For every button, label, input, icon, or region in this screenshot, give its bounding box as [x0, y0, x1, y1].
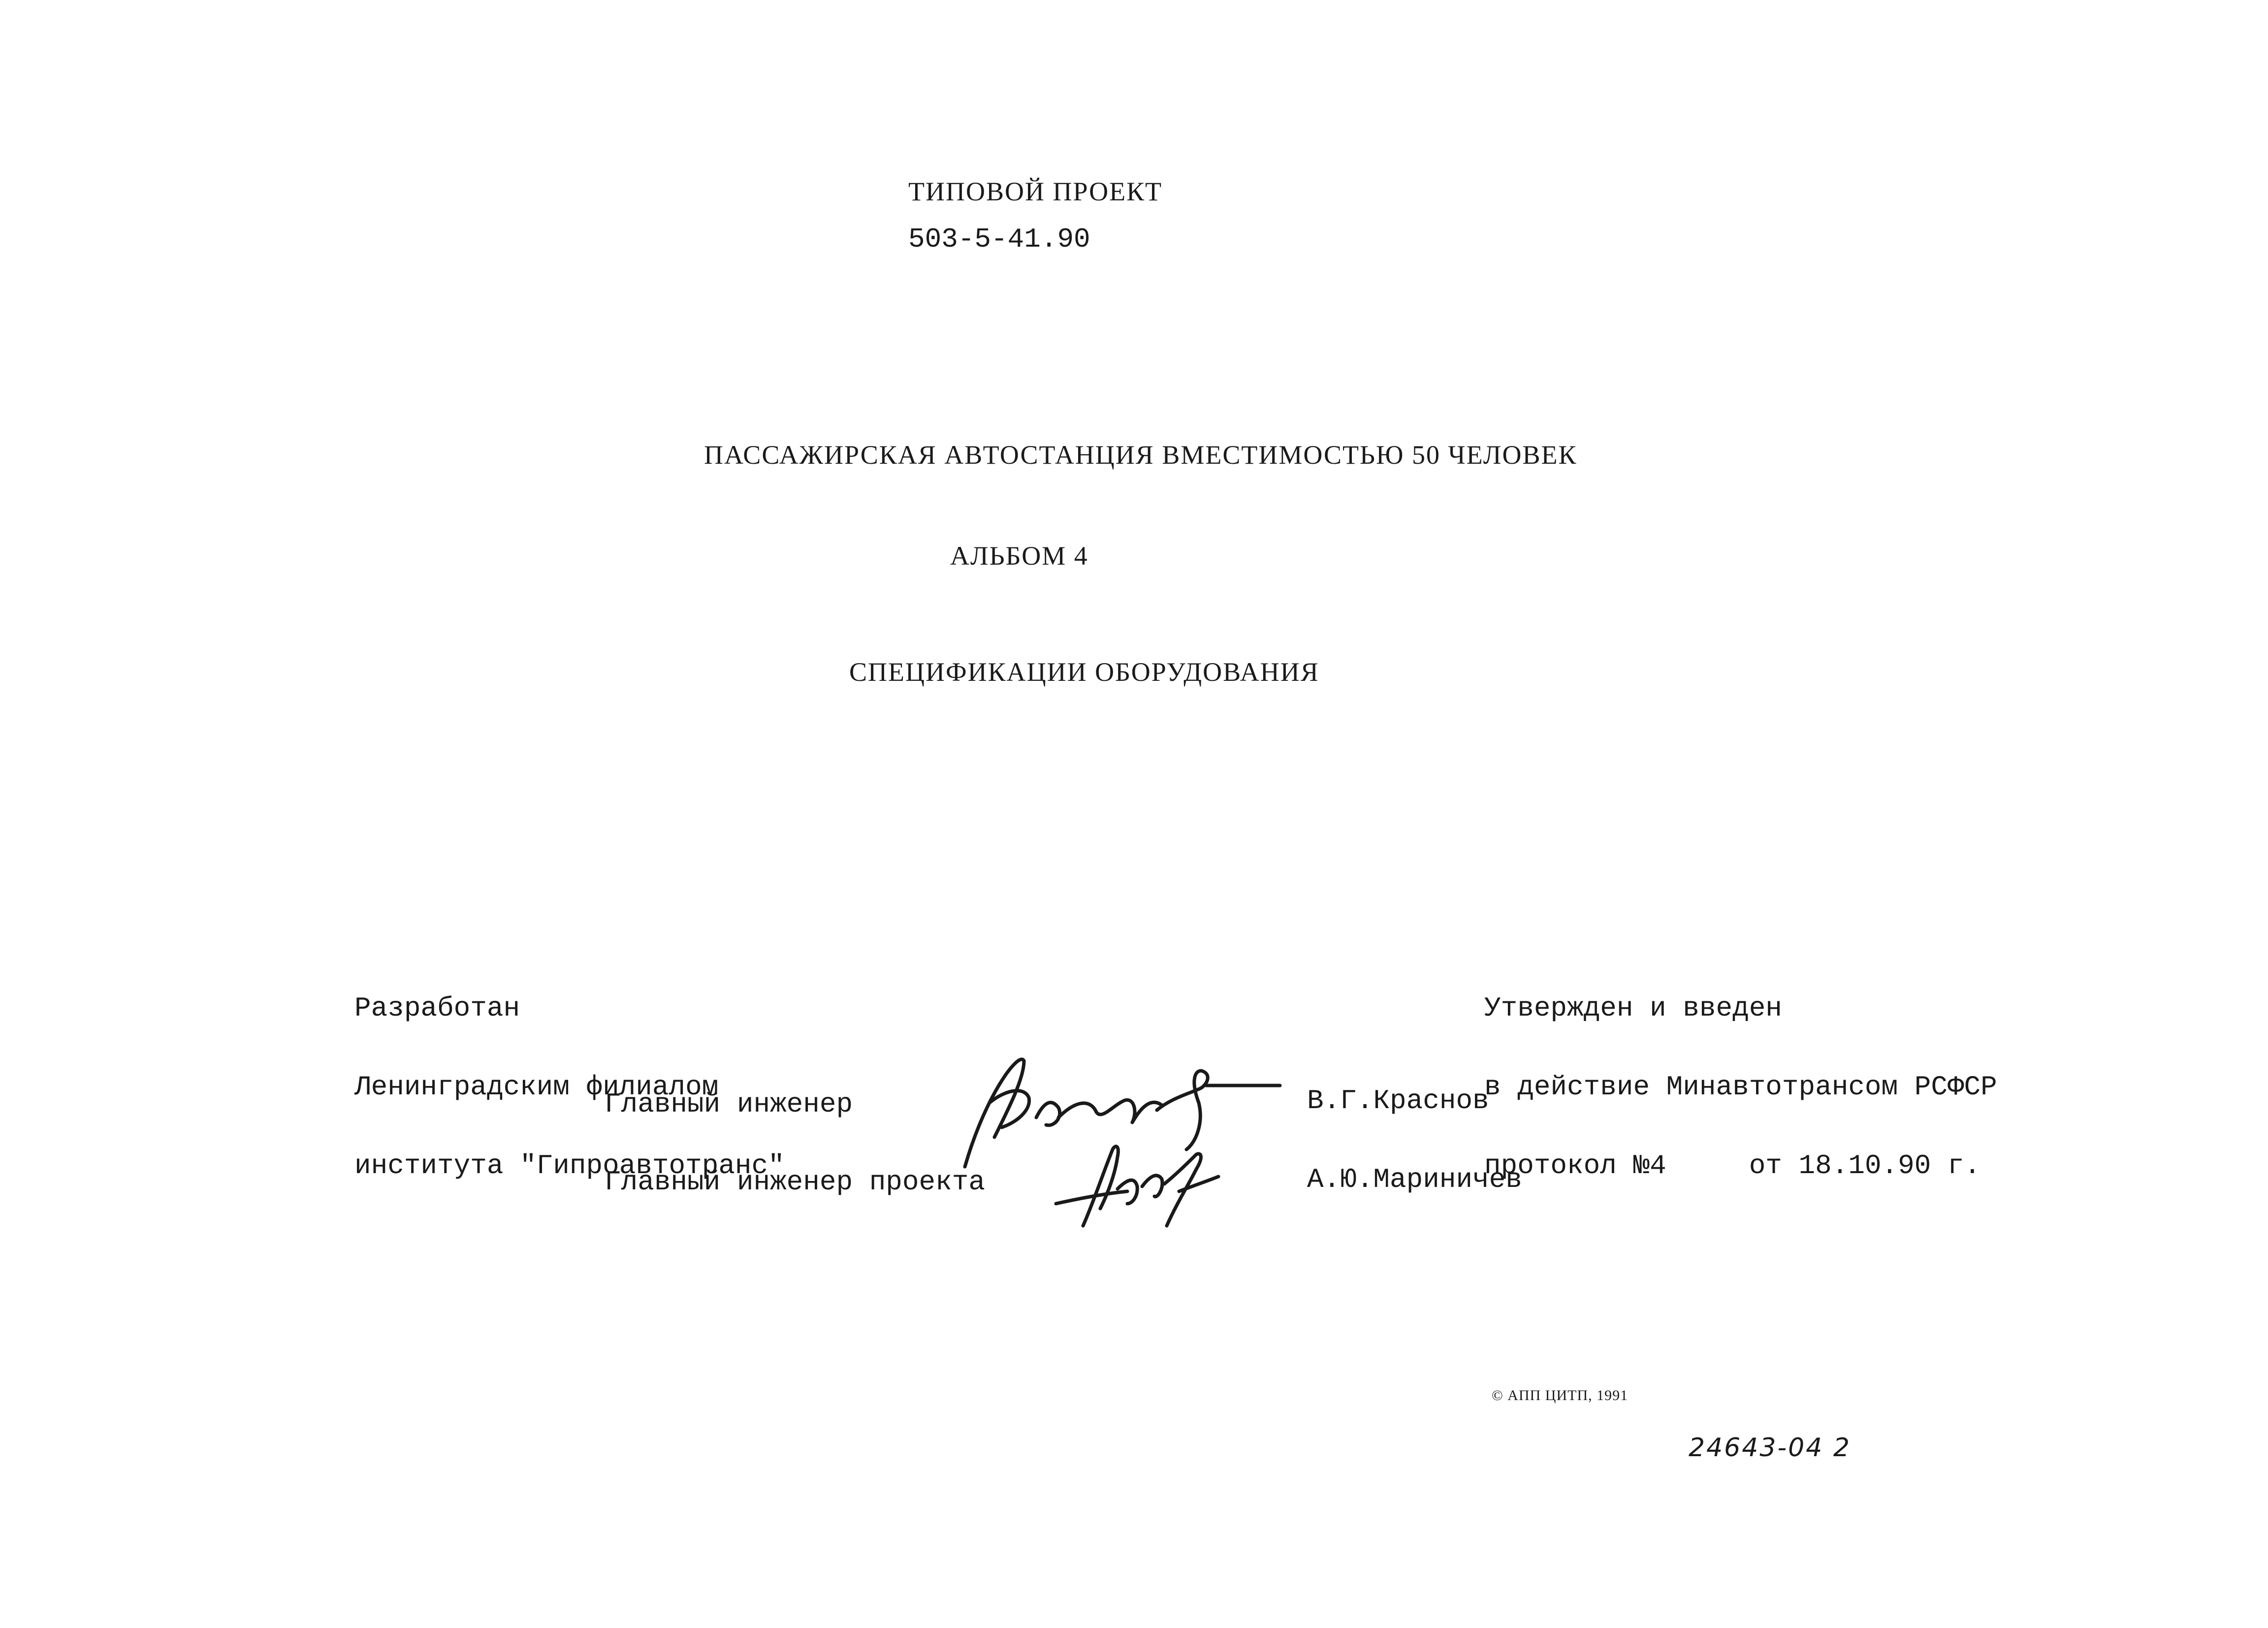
- approval-line-1: Утвержден и введен: [1484, 992, 1782, 1024]
- album-subject: СПЕЦИФИКАЦИИ ОБОРУДОВАНИЯ: [849, 657, 1319, 687]
- signatory-role: Главный инженер: [605, 1088, 853, 1120]
- developer-line: института "Гипроавтотранс": [354, 1150, 785, 1181]
- developer-line: Ленинградским филиалом: [354, 1071, 719, 1103]
- protocol-number: 4: [1650, 1150, 1666, 1181]
- signatory-name: А.Ю.Мариничев: [1307, 1164, 1522, 1195]
- copyright-notice: © АПП ЦИТП, 1991: [1492, 1387, 1629, 1404]
- developer-line: Разработан: [354, 992, 520, 1024]
- approval-protocol-line: [1484, 1150, 1997, 1181]
- protocol-label: протокол №: [1484, 1150, 1650, 1181]
- approval-date: 18.10.90 г.: [1798, 1150, 1981, 1181]
- approval-line-2: в действие Минавтотрансом РСФСР: [1484, 1071, 1997, 1103]
- project-number: 503-5-41.90: [908, 223, 1090, 255]
- signature-chief-project-engineer: [1049, 1135, 1226, 1233]
- signatory-name: В.Г.Краснов: [1307, 1085, 1489, 1117]
- document-title: ПАССАЖИРСКАЯ АВТОСТАНЦИЯ ВМЕСТИМОСТЬЮ 50 ЧЕЛОВЕК: [704, 440, 1577, 470]
- approval-block: [1484, 941, 1997, 1233]
- inventory-note: 24643-04 2: [1689, 1433, 1851, 1463]
- album-label: АЛЬБОМ 4: [950, 541, 1088, 571]
- date-label: от: [1749, 1150, 1782, 1181]
- signatory-role: Главный инженер проекта: [605, 1166, 985, 1198]
- project-type: ТИПОВОЙ ПРОЕКТ: [908, 177, 1163, 206]
